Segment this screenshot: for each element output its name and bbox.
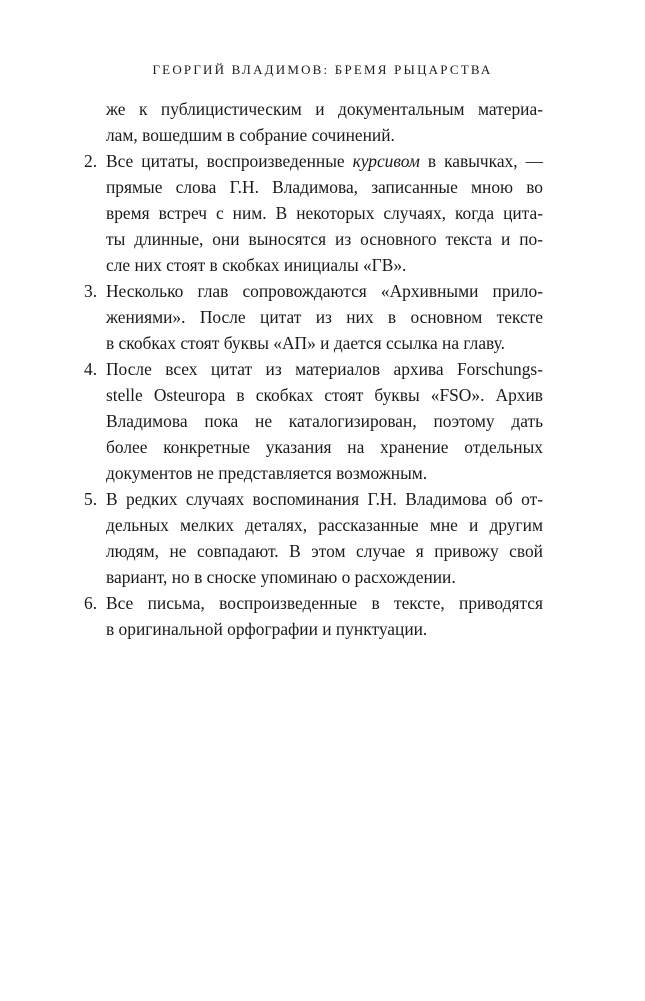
list-item-5 (84, 486, 543, 590)
text-line: вариант, но в сноске упоминаю о расхождении. (106, 567, 456, 587)
intro-paragraph (106, 96, 543, 148)
text-line: людям, не совпадают. В этом случае я привожу свой (106, 541, 543, 561)
text-line: сле них стоят в скобках инициалы «ГВ». (106, 255, 407, 275)
page-body (84, 96, 543, 642)
text-line: Все письма, воспроизведенные в тексте, приводятся (106, 593, 543, 613)
text-line: прямые слова Г.Н. Владимова, записанные мною во (106, 177, 543, 197)
text-line: документов не представляется возможным. (106, 463, 428, 483)
text-line: дельных мелких деталях, рассказанные мне и другим (106, 515, 543, 535)
list-item-4 (84, 356, 543, 486)
list-number: 2. (84, 151, 98, 171)
list-item-6 (84, 590, 543, 642)
italic-term: курсивом (352, 151, 420, 171)
list-number: 3. (84, 281, 98, 301)
text-line: более конкретные указания на хранение отдельных (106, 437, 543, 457)
list-number: 5. (84, 489, 98, 509)
text-line: stelle Osteuropa в скобках стоят буквы «FSO». Архив (106, 385, 543, 405)
text-line: Владимова пока не каталогизирован, поэтому дать (106, 411, 543, 431)
list-number: 4. (84, 359, 98, 379)
text-line: в скобках стоят буквы «АП» и дается ссылка на главу. (106, 333, 505, 353)
text-line: в оригинальной орфографии и пунктуации. (106, 619, 428, 639)
list-item-2 (84, 148, 543, 278)
text-run: в кавычках, — (419, 151, 543, 171)
list-item-3 (84, 278, 543, 356)
text-line: ты длинные, они выносятся из основного текста и по- (106, 229, 543, 249)
text-line: время встреч с ним. В некоторых случаях, когда цита- (106, 203, 543, 223)
list-number: 6. (84, 593, 98, 613)
text-line: жениями». После цитат из них в основном тексте (106, 307, 543, 327)
text-line: лам, вошедшим в собрание сочинений. (106, 125, 395, 145)
running-head: ГЕОРГИЙ ВЛАДИМОВ: БРЕМЯ РЫЦАРСТВА (152, 62, 493, 77)
text-line: После всех цитат из материалов архива Forschungs- (106, 359, 543, 379)
text-line: В редких случаях воспоминания Г.Н. Владимова об от- (106, 489, 543, 509)
text-line: же к публицистическим и документальным материа- (106, 99, 543, 119)
text-run: Все цитаты, воспроизведенные (106, 151, 353, 171)
text-line: Несколько глав сопровождаются «Архивными прило- (106, 281, 543, 301)
text-line (106, 148, 543, 174)
